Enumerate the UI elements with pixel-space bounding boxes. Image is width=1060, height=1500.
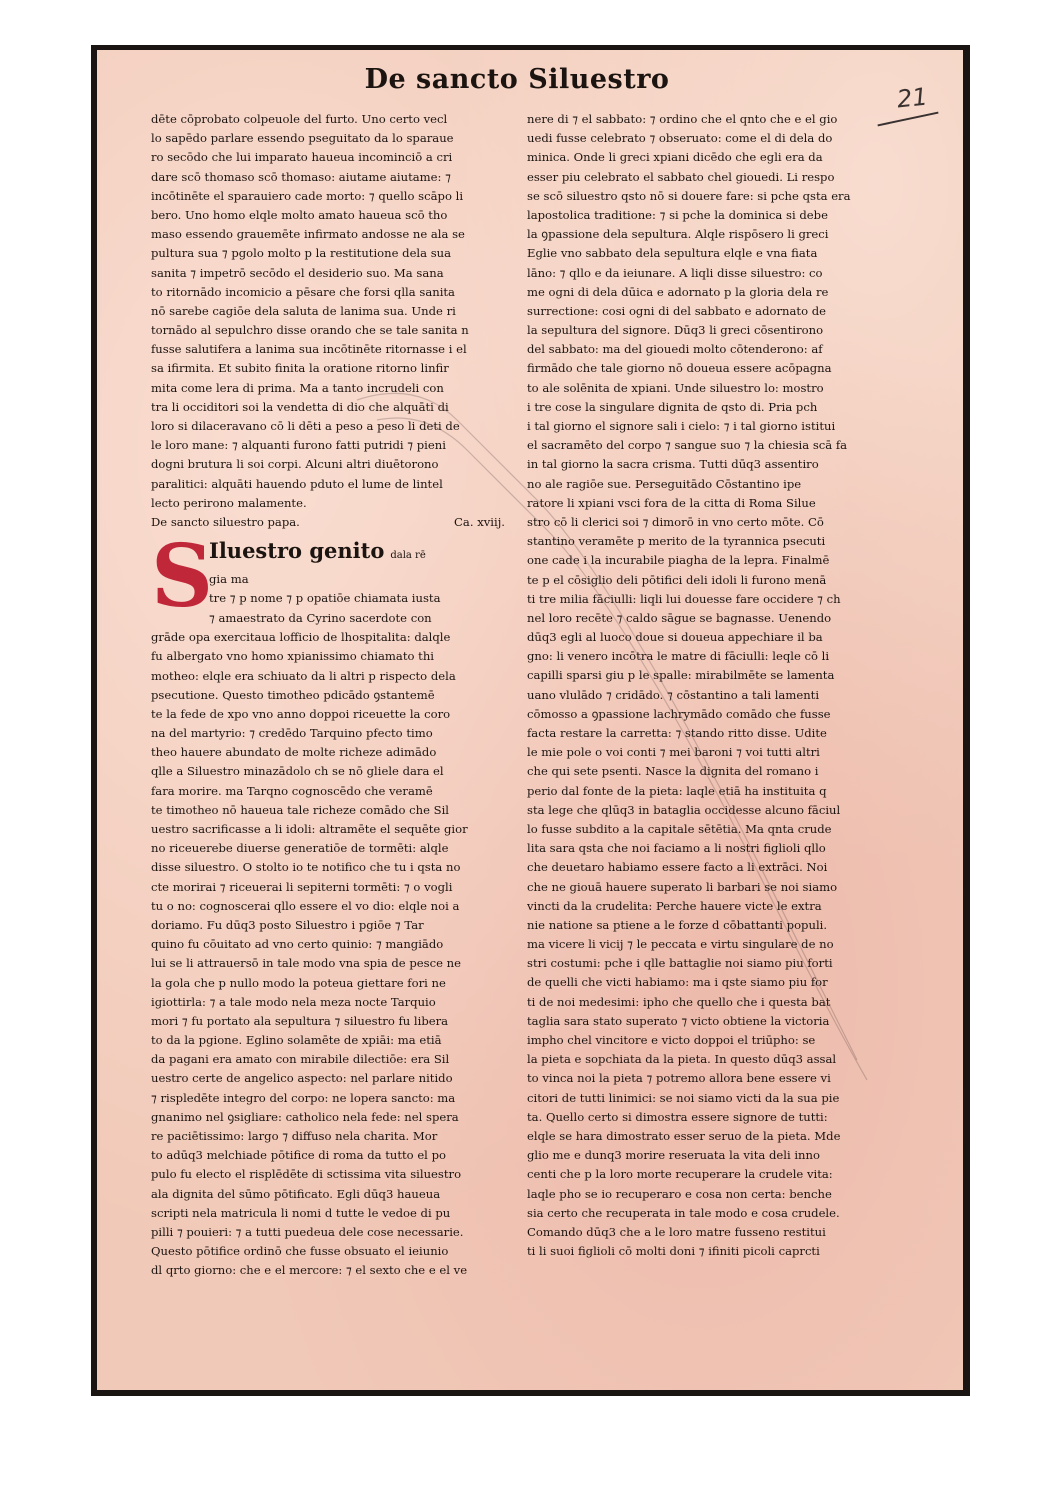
scan-background [91, 45, 970, 1396]
text-line: lāno: ⁊ qllo e da ieiunare. A liqli disse siluestro: co [527, 265, 823, 280]
text-line: gno: li venero incōtra le matre di fāciulli: leqle cō li [527, 649, 830, 664]
text-line: le loro mane: ⁊ alquanti furono fatti putridi ⁊ pieni [151, 438, 446, 453]
incipit-lines [209, 532, 505, 628]
text-line: fara morire. ma Tarqno cognoscēdo che veramē [151, 783, 433, 798]
left-column [151, 110, 505, 1281]
text-line: uano vlulādo ⁊ cridādo. ⁊ cōstantino a tali lamenti [527, 687, 820, 702]
right-column-text [527, 110, 881, 1261]
text-line: to vinca noi la pieta ⁊ potremo allora bene essere vi [527, 1071, 831, 1086]
text-line: lita sara qsta che noi faciamo a li nostri figlioli qllo [527, 841, 826, 856]
text-line: one cade i la incurabile piagha de la lepra. Finalmē [527, 553, 830, 568]
left-column-text-bottom [151, 628, 505, 1280]
text-line: te la fede de xpo vno anno doppoi riceuette la coro [151, 706, 451, 721]
text-line: disse siluestro. O stolto io te notifico che tu i qsta no [151, 860, 461, 875]
text-line: mori ⁊ fu portato ala sepultura ⁊ siluestro fu libera [151, 1013, 449, 1028]
text-line: to ale solēnita de xpiani. Unde siluestro lo: mostro [527, 380, 824, 395]
text-line: fusse salutifera a lanima sua incōtinēte ritornasse i el [151, 342, 467, 357]
text-line: la sepultura del signore. Dūq3 li greci cōsentirono [527, 323, 824, 338]
manuscript-page [97, 50, 963, 1390]
text-line: sta lege che qlūq3 in bataglia occidesse alcuno fāciul [527, 802, 841, 817]
text-line: taglia sara stato superato ⁊ victo obtiene la victoria [527, 1013, 830, 1028]
text-line: citori de tutti linimici: se noi siamo victi da la sua pie [527, 1090, 840, 1105]
text-line: theo hauere abundato de molte richeze adimādo [151, 745, 437, 760]
text-line: maso essendo grauemēte infirmato andosse ne ala se [151, 227, 465, 242]
text-line: el sacramēto del corpo ⁊ sangue suo ⁊ la chiesia scā fa [527, 438, 848, 453]
text-line: la pieta e sopchiata da la pieta. In questo dūq3 assal [527, 1052, 837, 1067]
text-line: pilli ⁊ pouieri: ⁊ a tutti puedeua dele cose necessarie. [151, 1224, 464, 1239]
text-line: igiottirla: ⁊ a tale modo nela meza nocte Tarquio [151, 994, 436, 1009]
text-line: minica. Onde li greci xpiani dicēdo che egli era da [527, 150, 823, 165]
text-line: vincti da la crudelita: Perche hauere victe le extra [527, 898, 822, 913]
text-line: lecto perirono malamente. [151, 495, 307, 510]
text-line: pultura sua ⁊ pgolo molto p la restitutione dela sua [151, 246, 452, 261]
text-line: stro cō li clerici soi ⁊ dimorō in vno certo mōte. Cō [527, 514, 824, 529]
running-head: De sancto Siluestro [364, 64, 670, 95]
text-line: se scō siluestro qsto nō si douere fare: si pche qsta era [527, 188, 851, 203]
text-line: ala dignita del sūmo pōtificato. Egli dūq3 haueua [151, 1186, 441, 1201]
text-line: dūq3 egli al luoco doue si doueua appechiare il ba [527, 630, 823, 645]
text-line: ⁊ rispledēte integro del corpo: ne lopera sancto: ma [151, 1090, 456, 1105]
text-line: sa ifirmita. Et subito finita la oratione ritorno linfir [151, 361, 449, 376]
incipit-tail: dala rē [390, 550, 426, 562]
text-line: incōtinēte el sparauiero cade morto: ⁊ quello scāpo li [151, 188, 464, 203]
text-line: to da la pgione. Eglino solamēte de xpiāi: ma etiā [151, 1033, 442, 1048]
text-line: de quelli che victi habiamo: ma i qste siamo piu for [527, 975, 828, 990]
text-line: sia certo che recuperata in tale modo e cosa crudele. [527, 1205, 840, 1220]
text-line: lapostolica traditione: ⁊ si pche la dominica si debe [527, 207, 828, 222]
text-line: tornādo al sepulchro disse orando che se tale sanita n [151, 323, 469, 338]
incipit-block [151, 526, 505, 628]
text-line: ti de noi medesimi: ipho che quello che i questa bat [527, 994, 831, 1009]
text-line: da pagani era amato con mirabile dilectiōe: era Sil [151, 1052, 450, 1067]
text-line: uestro sacrificasse a li idoli: altramēte el sequēte gior [151, 822, 468, 836]
text-line: ro secōdo che lui imparato haueua incominciō a cri [151, 150, 453, 165]
text-line: doriamo. Fu dūq3 posto Siluestro i pgiōe ⁊ Tar [151, 917, 424, 932]
text-line: ⁊ amaestrato da Cyrino sacerdote con [209, 610, 432, 625]
text-line: nel loro recēte ⁊ caldo sāgue se bagnasse. Uenendo [527, 610, 832, 625]
text-line: del sabbato: ma del giouedi molto cōtenderono: af [527, 342, 823, 357]
text-line: ti li suoi figlioli cō molti doni ⁊ ifiniti picoli caprcti [527, 1244, 820, 1259]
text-line: dare scō thomaso scō thomaso: aiutame aiutame: ⁊ [151, 169, 451, 184]
text-line: na del martyrio: ⁊ credēdo Tarquino pfecto timo [151, 726, 433, 741]
text-line: qlle a Siluestro minazādolo ch se nō gliele dara el [151, 764, 444, 779]
text-line: dēte cōprobato colpeuole del furto. Uno certo vecl [151, 112, 448, 126]
text-line: uestro certe de angelico aspecto: nel parlare nitido [151, 1071, 453, 1086]
text-line: tu o no: cognoscerai qllo essere el vo dio: elqle noi a [151, 898, 460, 913]
text-line: gia ma [209, 572, 249, 587]
text-line: facta restare la carretta: ⁊ stando ritto disse. Udite [527, 726, 827, 740]
text-line: re paciētissimo: largo ⁊ diffuso nela charita. Mor [151, 1129, 438, 1143]
text-line: uedi fusse celebrato ⁊ obseruato: come el di dela do [527, 131, 833, 146]
text-line: i tal giorno el signore sali i cielo: ⁊ i tal giorno istitui [527, 419, 836, 433]
text-line: lui se li attrauersō in tale modo vna spia de pesce ne [151, 956, 461, 971]
text-line: grāde opa exercitaua lofficio de lhospitalita: dalqle [151, 630, 451, 645]
text-line: dl qrto giorno: che e el mercore: ⁊ el sexto che e el ve [151, 1263, 468, 1278]
text-line: bero. Uno homo elqle molto amato haueua scō tho [151, 207, 448, 222]
text-line: nie natione sa ptiene a le forze d cōbattanti populi. [527, 917, 828, 932]
folio-number: 21 [895, 82, 929, 114]
text-line: impho chel vincitore e victo doppoi el triūpho: se [527, 1033, 816, 1047]
text-line: to adūq3 melchiade pōtifice di roma da tutto el po [151, 1148, 446, 1163]
text-line: me ogni di dela dūica e adornato p la gloria dela re [527, 284, 829, 299]
text-line: gnanimo nel ꝯsigliare: catholico nela fede: nel spera [151, 1109, 459, 1124]
incipit-line [209, 532, 505, 570]
text-line: surrectione: cosi ogni di del sabbato e adornato de [527, 303, 827, 318]
text-line: cte morirai ⁊ riceuerai li sepiterni tormēti: ⁊ o vogli [151, 879, 453, 894]
text-line: cōmosso a ꝯpassione lachrymādo comādo che fusse [527, 706, 831, 721]
text-line: to ritornādo incomicio a pēsare che forsi qlla sanita [151, 284, 455, 299]
text-line: laqle pho se io recuperaro e cosa non certa: benche [527, 1186, 832, 1201]
text-line: glio me e dunq3 morire reseruata la vita deli inno [527, 1148, 820, 1163]
text-line: ta. Quello certo si dimostra essere signore de tutti: [527, 1109, 828, 1124]
text-line: ti tre milia fāciulli: liqli lui douesse fare occidere ⁊ ch [527, 591, 841, 606]
text-line: centi che p la loro morte recuperare la crudele vita: [527, 1167, 833, 1182]
text-line: stri costumi: pche i qlle battaglie noi siamo piu forti [527, 956, 833, 971]
text-line: Comando dūq3 che a le loro matre fusseno restitui [527, 1224, 826, 1239]
text-line: pulo fu electo el risplēdēte di sctissima vita siluestro [151, 1167, 462, 1182]
text-line: tre ⁊ p nome ⁊ p opatiōe chiamata iusta [209, 591, 441, 606]
text-line: Eglie vno sabbato dela sepultura elqle e vna fiata [527, 246, 818, 261]
text-line: che ne giouā hauere superato li barbari se noi siamo [527, 879, 838, 894]
text-line: le mie pole o voi conti ⁊ mei baroni ⁊ voi tutti altri [527, 745, 820, 760]
chapter-number: Ca. xviij. [454, 514, 505, 529]
left-column-text-top [151, 110, 505, 513]
text-line: perio dal fonte de la pieta: laqle etiā ha instituita q [527, 783, 827, 798]
text-line: i tre cose la singulare dignita de qsto di. Pria pch [527, 399, 818, 414]
text-line: fu albergato vno homo xpianissimo chiamato thi [151, 649, 434, 664]
incipit-word: Iluestro genito [209, 538, 385, 564]
text-line: Questo pōtifice ordinō che fusse obsuato el ieiunio [151, 1244, 449, 1259]
text-line: stantino veramēte p merito de la tyrannica psecuti [527, 534, 826, 549]
text-line: in tal giorno la sacra crisma. Tutti dūq3 assentiro [527, 457, 819, 472]
text-line: tra li occiditori soi la vendetta di dio che alquāti di [151, 399, 449, 414]
text-line: lo sapēdo parlare essendo pseguitato da lo sparaue [151, 131, 454, 146]
text-line: la gola che p nullo modo la poteua giettare fori ne [151, 975, 446, 990]
text-line: mita come lera di prima. Ma a tanto incrudeli con [151, 380, 444, 395]
text-line: no riceuerebe diuerse generatiōe de tormēti: alqle [151, 841, 449, 856]
text-line: sanita ⁊ impetrō secōdo el desiderio suo. Ma sana [151, 265, 444, 280]
text-line: te timotheo nō haueua tale richeze comādo che Sil [151, 802, 449, 817]
right-column [527, 110, 881, 1261]
text-line: dogni brutura li soi corpi. Alcuni altri diuētorono [151, 457, 439, 472]
text-line: firmādo che tale giorno nō doueua essere acōpagna [527, 361, 832, 376]
text-line: nō sarebe cagiōe dela saluta de lanima sua. Unde ri [151, 303, 456, 318]
text-line: motheo: elqle era schiuato da li altri p rispecto dela [151, 668, 456, 683]
drop-initial: S [151, 526, 214, 628]
text-line: quino fu cōuitato ad vno certo quinio: ⁊ mangiādo [151, 937, 444, 952]
text-line: loro si dilaceravano cō li dēti a peso a peso li deti de [151, 419, 460, 433]
chapter-title: De sancto siluestro papa. [151, 514, 300, 529]
text-line: capilli sparsi giu p le spalle: mirabilmēte se lamenta [527, 668, 835, 683]
text-line: no ale ragiōe sue. Perseguitādo Cōstantino ipe [527, 476, 802, 491]
text-line: elqle se hara dimostrato esser seruo de la pieta. Mde [527, 1128, 841, 1143]
text-line: ratore li xpiani vsci fora de la citta di Roma Silue [527, 495, 816, 510]
text-line: ma vicere li vicij ⁊ le peccata e virtu singulare de no [527, 937, 834, 952]
text-line: che deuetaro habiamo essere facto a li extrāci. Noi [527, 860, 828, 875]
text-line: psecutione. Questo timotheo pdicādo ꝯstantemē [151, 687, 435, 702]
folio-underline [877, 112, 938, 127]
text-line: scripti nela matricula li nomi d tutte le vedoe di pu [151, 1205, 451, 1220]
text-line: esser piu celebrato el sabbato chel giouedi. Li respo [527, 169, 835, 184]
text-line: lo fusse subdito a la capitale sētētia. Ma qnta crude [527, 821, 832, 836]
text-line: paralitici: alquāti hauendo pduto el lume de lintel [151, 476, 443, 491]
text-line: te p el cōsiglio deli pōtifici deli idoli li furono menā [527, 572, 827, 587]
text-line: nere di ⁊ el sabbato: ⁊ ordino che el qnto che e el gio [527, 112, 838, 126]
text-line: che qui sete psenti. Nasce la dignita del romano i [527, 764, 819, 779]
text-line: la ꝯpassione dela sepultura. Alqle rispōsero li greci [527, 227, 829, 242]
